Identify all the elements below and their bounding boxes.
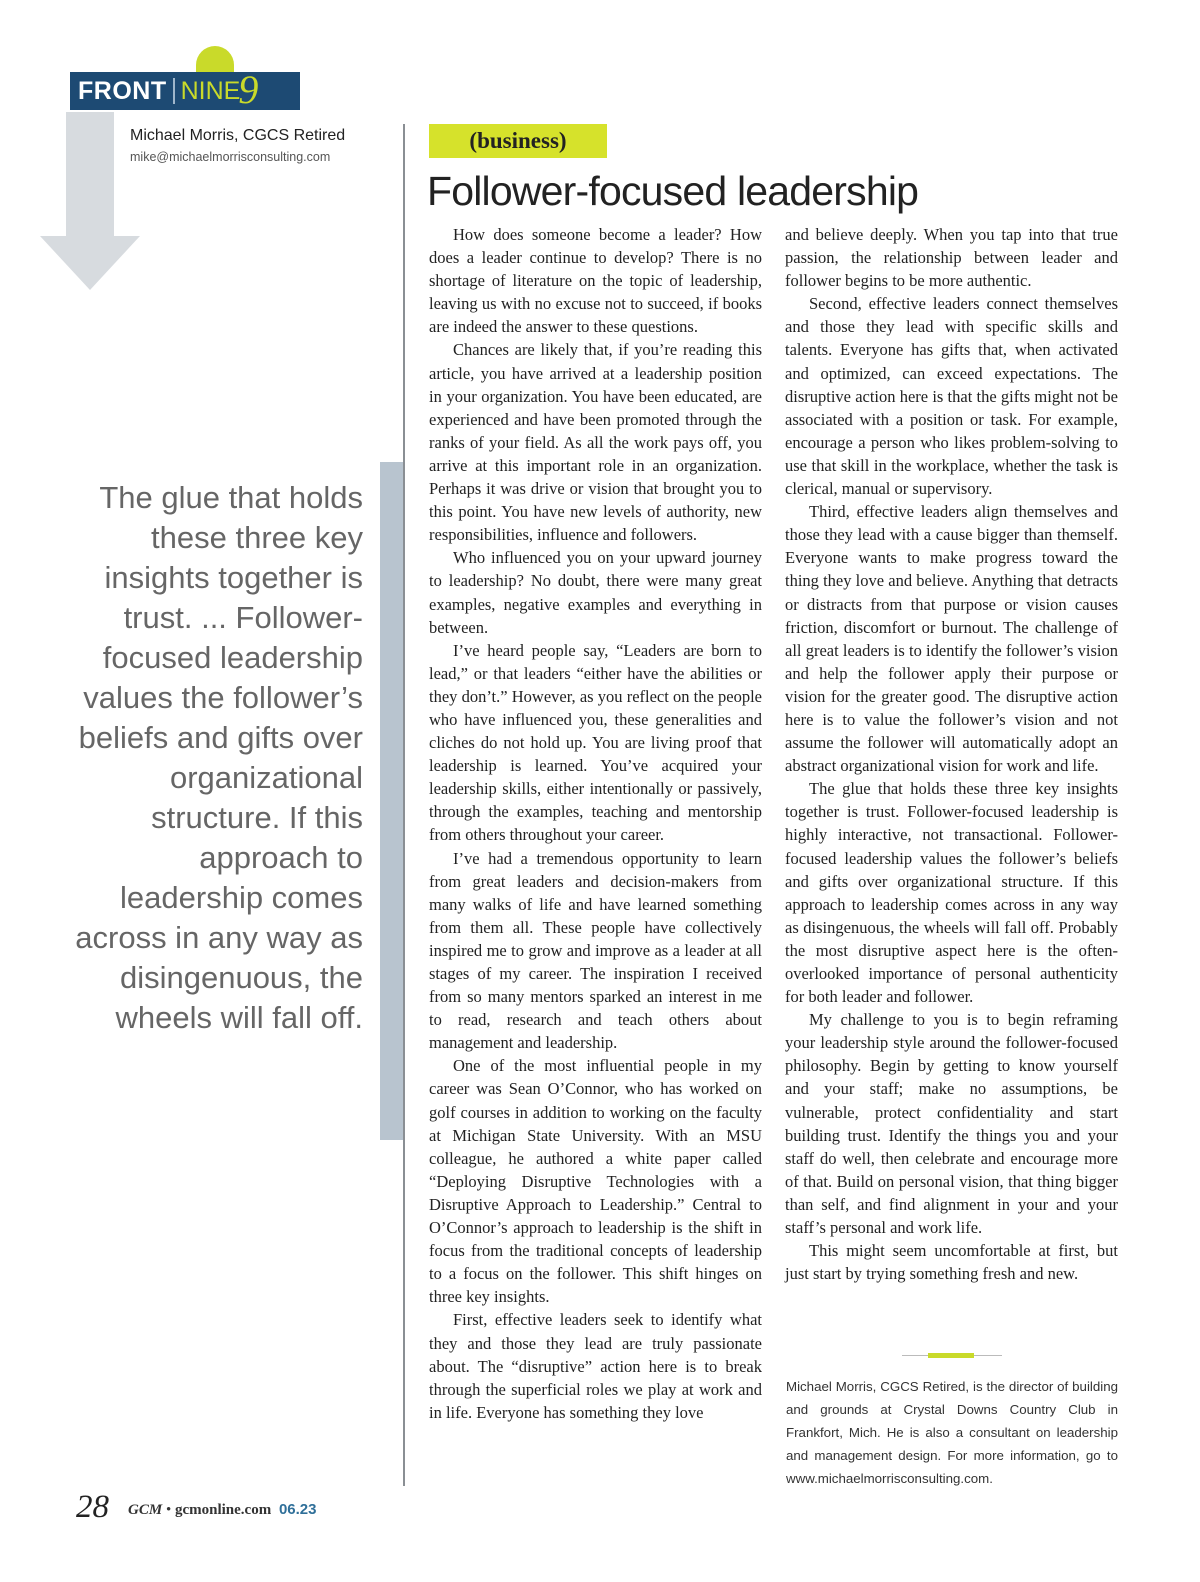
paragraph: How does someone become a leader? How does a leader continue to develop? There is no shortage of literature on the topic of leadership, leaving us with no excuse not to succeed, if books are indeed the answer to these questions. xyxy=(429,225,762,337)
down-arrow-icon xyxy=(40,236,140,290)
paragraph: Second, effective leaders connect themselves and those they lead with specific skills and talents. Everyone has gifts that, when activated and optimized, can exceed expectations. The disruptive action here is that the gifts might not be associated with a position or task. For example, encourage a person who likes problem-solving to use that skill in the workplace, whether the task is clerical, manual or supervisory. xyxy=(785,294,1118,499)
footer-website: gcmonline.com xyxy=(174,1502,272,1518)
body-column-1 xyxy=(429,223,762,1424)
paragraph: I’ve had a tremendous opportunity to learn from great leaders and decision-makers from many walks of life and have learned something from them all. These people have collectively inspired me to grow and improve as a leader at all stages of my career. The inspiration I received from so many mentors sparked an interest in me to read, research and teach others about management and leadership. xyxy=(429,848,762,1053)
front-nine-logo xyxy=(70,66,300,112)
down-arrow-shaft xyxy=(66,112,114,236)
logo-numeral: 9 xyxy=(238,66,259,112)
paragraph: First, effective leaders seek to identify what they and those they lead are truly passionate about. The “disruptive” action here is to break through the superficial roles we play at work and in life. Everyone has something they love xyxy=(429,1310,762,1422)
paragraph: Third, effective leaders align themselves and those they lead with a cause bigger than themself. Everyone wants to make progress toward the thing they love and believe. Anything that detracts or distracts from that purpose or vision causes friction, discomfort or burnout. The challenge of all great leaders is to identify the follower’s vision and help the follower apply their purpose or vision for the greater good. The disruptive action here is to value the follower’s vision and not assume the follower will automatically adopt an abstract organizational vision for work and life. xyxy=(785,502,1118,776)
column-divider xyxy=(403,124,405,1486)
paragraph: One of the most influential people in my career was Sean O’Connor, who has worked on golf courses in addition to working on the faculty at Michigan State University. With an MSU colleague, he authored a white paper called “Deploying Disruptive Technologies with a Disruptive Approach to Leadership.” Central to O’Connor’s approach to leadership is the shift in focus from the traditional concepts of leadership to a focus on the follower. This shift hinges on three key insights. xyxy=(429,1056,762,1307)
paragraph: My challenge to you is to begin reframing your leadership style around the follower-focused philosophy. Begin by getting to know yourself and your staff; make no assumptions, be vulnerable, protect confidentiality and start building trust. Identify the things you and your staff do well, then celebrate and encourage more of that. Build on personal vision, that thing bigger than self, and find alignment in your and your staff’s personal and work life. xyxy=(785,1010,1118,1238)
paragraph: Who influenced you on your upward journey to leadership? No doubt, there were many great examples, negative examples and everything in between. xyxy=(429,548,762,637)
paragraph: The glue that holds these three key insights together is trust. Follower-focused leadership is highly interactive, not transactional. Follower-focused leadership values the follower’s beliefs and gifts over organizational structure. If this approach to leadership comes across in any way as disingenuous, the wheels will fall off. Probably the most disruptive aspect here is the often-overlooked importance of personal authenticity for both leader and follower. xyxy=(785,779,1118,1007)
logo-divider xyxy=(173,78,175,104)
body-column-2 xyxy=(785,223,1118,1285)
page-number: 28 xyxy=(76,1489,109,1525)
logo-leaf-accent xyxy=(196,46,234,74)
end-divider-accent xyxy=(928,1353,974,1358)
pull-quote-accent-bar xyxy=(380,462,403,1140)
author-bio: Michael Morris, CGCS Retired, is the director of building and grounds at Crystal Downs Country Club in Frankfort, Mich. He is also a consultant on leadership and management design. For more information, go to www.michaelmorrisconsulting.com. xyxy=(786,1379,1118,1486)
paragraph: This might seem uncomfortable at first, but just start by trying something fresh and new. xyxy=(785,1241,1118,1284)
footer-bullet: • xyxy=(165,1502,172,1518)
author-email: mike@michaelmorrisconsulting.com xyxy=(130,150,331,164)
article-headline: Follower-focused leadership xyxy=(427,168,919,214)
paragraph: Chances are likely that, if you’re reading this article, you have arrived at a leadership position in your organization. You have been educated, are experienced and have been promoted through the ranks of your field. As all the work pays off, you arrive at this important role in an organization. Perhaps it was drive or vision that brought you to this point. You have new levels of authority, new responsibilities, influence and followers. xyxy=(429,340,762,545)
author-byline: Michael Morris, CGCS Retired xyxy=(130,127,346,144)
paragraph: I’ve heard people say, “Leaders are born to lead,” or that leaders “either have the abilities or they don’t.” However, as you reflect on the people who have influenced you, these generalities and cliches do not hold up. You are living proof that leadership is learned. You’ve acquired your leadership skills, either intentionally or passively, through the examples, teaching and mentorship from others throughout your career. xyxy=(429,640,762,845)
category-tag: (business) xyxy=(429,124,607,158)
paragraph: and believe deeply. When you tap into that true passion, the relationship between leader and follower begins to be more authentic. xyxy=(785,225,1118,291)
pull-quote: The glue that holds these three key insights together is trust. ... Follower-focused leadership values the follower’s beliefs and gifts over organizational structure. If this approach to leadership comes across in any way as disingenuous, the wheels will fall off. xyxy=(75,480,363,1035)
footer-issue-date: 06.23 xyxy=(278,1501,317,1518)
footer-publication xyxy=(128,1501,316,1519)
footer-magazine: GCM xyxy=(128,1502,163,1518)
logo-front-text: FRONT xyxy=(78,76,167,105)
logo-nine-text: NINE xyxy=(180,76,241,105)
